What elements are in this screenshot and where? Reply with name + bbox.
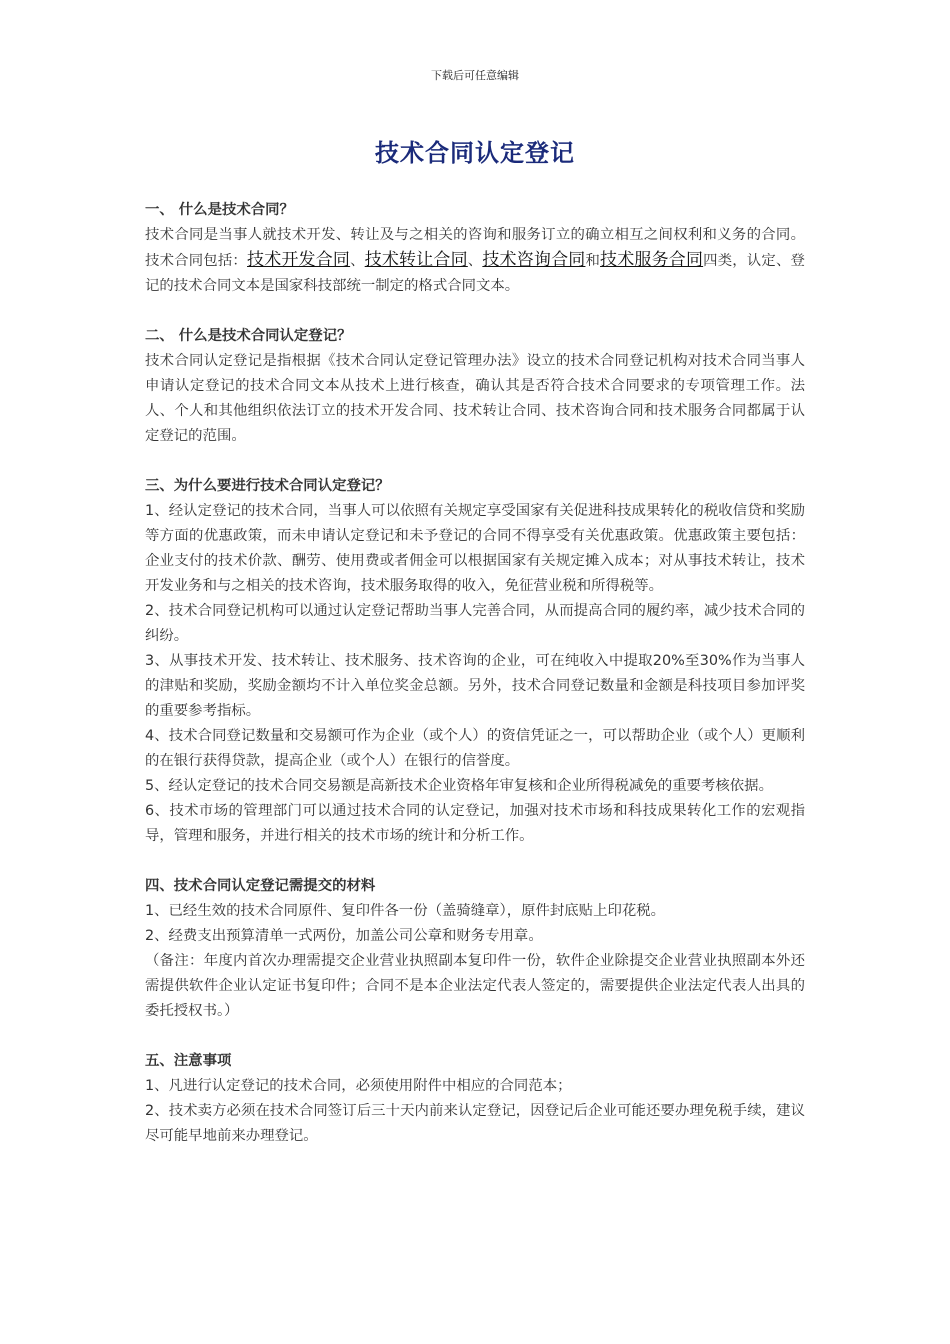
document-body bbox=[145, 198, 805, 1174]
paragraph: 2、经费支出预算清单一式两份，加盖公司公章和财务专用章。 bbox=[145, 928, 543, 944]
note-paragraph: （备注：年度内首次办理需提交企业营业执照副本复印件一份，软件企业除提交企业营业执照副本外还需提供软件企业认定证书复印件；合同不是本企业法定代表人签定的，需要提供企业法定代表人出具的委托授权书。） bbox=[145, 953, 805, 1019]
paragraph-text: 技术合同是当事人就技术开发、转让及与之相关的咨询和服务订立的确立相互之间权利和义务的合同。技术合同包括： bbox=[145, 227, 805, 269]
paragraph: 4、技术合同登记数量和交易额可作为企业（或个人）的资信凭证之一，可以帮助企业（或个人）更顺利的在银行获得贷款，提高企业（或个人）在银行的信誉度。 bbox=[145, 728, 805, 769]
separator: 和 bbox=[585, 253, 601, 269]
link-tech-service-contract[interactable]: 技术服务合同 bbox=[600, 250, 704, 270]
separator: 、 bbox=[350, 253, 365, 269]
paragraph: 1、经认定登记的技术合同，当事人可以依照有关规定享受国家有关促进科技成果转化的税收信贷和奖励等方面的优惠政策，而未申请认定登记和未予登记的合同不得享受有关优惠政策。优惠政策主要包括：企业支付的技术价款、酬劳、使用费或者佣金可以根据国家有关规定摊入成本；对从事技术转让，技术开发业务和与之相关的技术咨询，技术服务取得的收入，免征营业税和所得税等。 bbox=[145, 503, 805, 594]
section-heading: 四、技术合同认定登记需提交的材料 bbox=[145, 878, 376, 894]
paragraph: 2、技术卖方必须在技术合同签订后三十天内前来认定登记，因登记后企业可能还要办理免税手续，建议尽可能早地前来办理登记。 bbox=[145, 1103, 805, 1144]
paragraph: 1、已经生效的技术合同原件、复印件各一份（盖骑缝章），原件封底贴上印花税。 bbox=[145, 903, 666, 919]
separator: 、 bbox=[467, 253, 483, 269]
link-tech-transfer-contract[interactable]: 技术转让合同 bbox=[364, 250, 468, 270]
paragraph: 5、经认定登记的技术合同交易额是高新技术企业资格年审复核和企业所得税减免的重要考核依据。 bbox=[145, 778, 773, 794]
section-1 bbox=[145, 198, 805, 299]
section-heading: 一、 什么是技术合同？ bbox=[145, 202, 294, 218]
paragraph bbox=[145, 223, 805, 299]
section-4 bbox=[145, 874, 805, 1024]
paragraph: 6、技术市场的管理部门可以通过技术合同的认定登记，加强对技术市场和科技成果转化工作的宏观指导，管理和服务，并进行相关的技术市场的统计和分析工作。 bbox=[145, 803, 805, 844]
link-tech-development-contract[interactable]: 技术开发合同 bbox=[247, 250, 351, 270]
paragraph: 1、凡进行认定登记的技术合同，必须使用附件中相应的合同范本； bbox=[145, 1078, 572, 1094]
section-heading: 五、注意事项 bbox=[145, 1053, 232, 1069]
paragraph: 3、从事技术开发、技术转让、技术服务、技术咨询的企业，可在纯收入中提取20%至30%作为当事人的津贴和奖励，奖励金额均不计入单位奖金总额。另外，技术合同登记数量和金额是科技项目参加评奖的重要参考指标。 bbox=[145, 653, 805, 719]
section-heading: 二、 什么是技术合同认定登记？ bbox=[145, 328, 352, 344]
link-tech-consulting-contract[interactable]: 技术咨询合同 bbox=[482, 250, 586, 270]
section-3 bbox=[145, 474, 805, 849]
header-note: 下载后可任意编辑 bbox=[431, 69, 519, 82]
section-heading: 三、为什么要进行技术合同认定登记？ bbox=[145, 478, 390, 494]
paragraph: 2、技术合同登记机构可以通过认定登记帮助当事人完善合同，从而提高合同的履约率，减少技术合同的纠纷。 bbox=[145, 603, 805, 644]
paragraph-text: 四类，认定、登记的技术合同文本是国家科技部统一制定的格式合同文本。 bbox=[145, 253, 805, 294]
paragraph: 技术合同认定登记是指根据《技术合同认定登记管理办法》设立的技术合同登记机构对技术合同当事人申请认定登记的技术合同文本从技术上进行核查，确认其是否符合技术合同要求的专项管理工作。法人、个人和其他组织依法订立的技术开发合同、技术转让合同、技术咨询合同和技术服务合同都属于认定登记的范围。 bbox=[145, 353, 805, 444]
document-title: 技术合同认定登记 bbox=[375, 139, 575, 167]
section-5 bbox=[145, 1049, 805, 1149]
section-2 bbox=[145, 324, 805, 449]
